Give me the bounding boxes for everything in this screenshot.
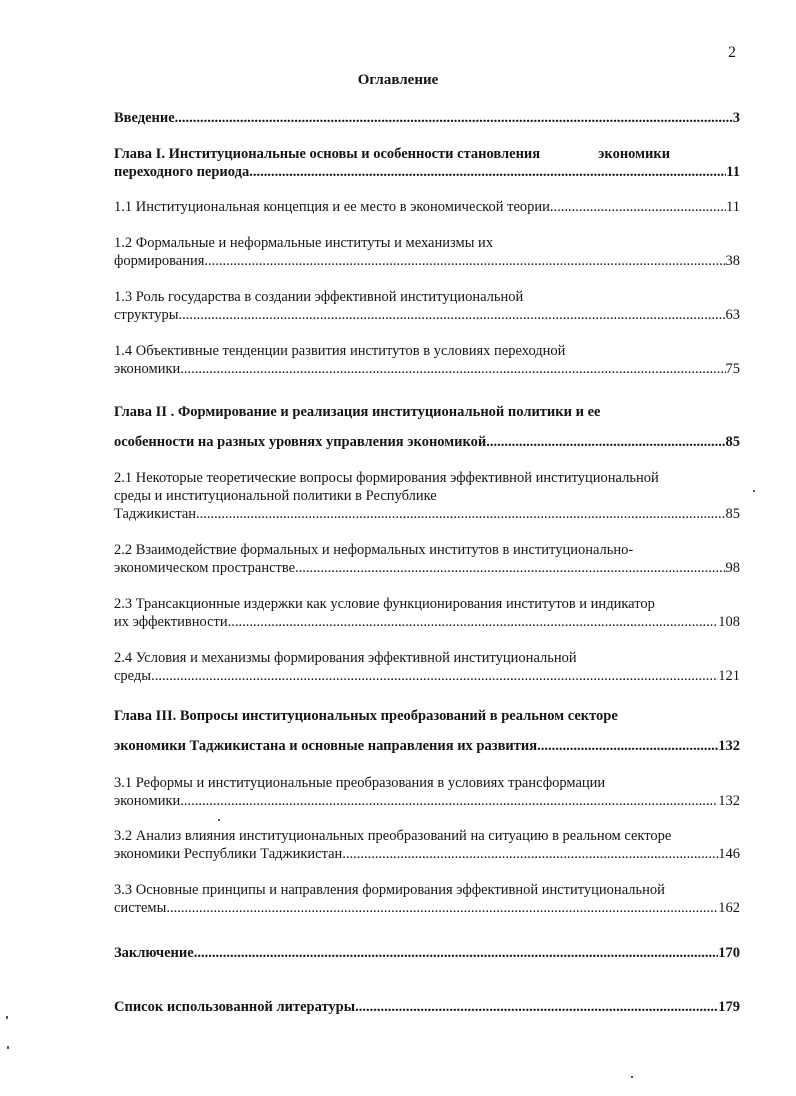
toc-entry-section-1-1 bbox=[114, 198, 740, 216]
toc-page-number: 121 bbox=[718, 668, 740, 684]
toc-page-number: 75 bbox=[725, 361, 740, 377]
toc-entry-text: 1.1 Институциональная концепция и ее место в экономической теории bbox=[114, 199, 550, 215]
toc-entry-section-1-2 bbox=[114, 234, 740, 270]
toc-page-number: 132 bbox=[718, 793, 740, 809]
toc-entry-text: среды bbox=[114, 668, 152, 684]
dot-leader bbox=[175, 109, 733, 127]
toc-entry-section-2-1 bbox=[114, 469, 740, 523]
toc-entry-line: Глава III. Вопросы институциональных преобразований в реальном секторе bbox=[114, 708, 618, 724]
dot-leader bbox=[180, 360, 725, 378]
toc-entry-text: их эффективности bbox=[114, 614, 228, 630]
toc-entry-line: среды и институциональной политики в Республике bbox=[114, 488, 437, 504]
toc-entry-introduction bbox=[114, 109, 740, 127]
toc-entry-text: Таджикистан bbox=[114, 506, 197, 522]
dot-leader bbox=[179, 306, 726, 324]
toc-entry-line: 1.4 Объективные тенденции развития институтов в условиях переходной bbox=[114, 343, 566, 359]
toc-entry-chapter-2 bbox=[114, 397, 740, 457]
toc-entry-section-2-3 bbox=[114, 595, 740, 631]
scan-speck bbox=[6, 1016, 8, 1019]
toc-entry-line: экономики bbox=[598, 146, 671, 162]
toc-entry-text: структуры bbox=[114, 307, 179, 323]
toc-entry-line: 1.2 Формальные и неформальные институты и механизмы их bbox=[114, 235, 494, 251]
toc-page-number: 146 bbox=[718, 846, 740, 862]
toc-page-number: 3 bbox=[732, 110, 740, 126]
toc-page-number: 11 bbox=[726, 164, 740, 180]
toc-entry-line: Глава II . Формирование и реализация институциональной политики и ее bbox=[114, 404, 601, 420]
toc-entry-section-2-4 bbox=[114, 649, 740, 685]
toc-entry-section-2-2 bbox=[114, 541, 740, 577]
dot-leader bbox=[537, 731, 718, 761]
toc-entry-line: Глава I. Институциональные основы и особенности становления bbox=[114, 146, 541, 162]
toc-entry-section-1-4 bbox=[114, 342, 740, 378]
dot-leader bbox=[249, 163, 726, 181]
toc-entry-line: 1.3 Роль государства в создании эффективной институциональной bbox=[114, 289, 524, 305]
toc-entry-text: Заключение bbox=[114, 945, 194, 961]
toc-entry-line: 2.2 Взаимодействие формальных и неформальных институтов в институционально- bbox=[114, 542, 634, 558]
toc-entry-section-3-1 bbox=[114, 774, 740, 810]
dot-leader bbox=[295, 559, 725, 577]
page-number: 2 bbox=[728, 44, 736, 61]
toc-entry-line: 2.4 Условия и механизмы формирования эффективной институциональной bbox=[114, 650, 577, 666]
toc-entry-text: системы bbox=[114, 900, 167, 916]
toc-entry-text: переходного периода bbox=[114, 164, 250, 180]
toc-entry-text: Введение bbox=[114, 110, 175, 126]
toc-page-number: 132 bbox=[718, 738, 740, 754]
toc-page-number: 179 bbox=[718, 999, 740, 1015]
toc-entry-references bbox=[114, 998, 740, 1016]
toc-entry-line: 2.3 Трансакционные издержки как условие функционирования институтов и индикатор bbox=[114, 596, 655, 612]
toc-entry-section-1-3 bbox=[114, 288, 740, 324]
toc-entry-text: особенности на разных уровнях управления экономикой bbox=[114, 434, 487, 450]
dot-leader bbox=[355, 998, 718, 1016]
toc-entry-text: экономическом пространстве bbox=[114, 560, 296, 576]
toc-page-number: 85 bbox=[725, 434, 740, 450]
dot-leader bbox=[194, 944, 719, 962]
dot-leader bbox=[228, 613, 719, 631]
dot-leader bbox=[204, 252, 725, 270]
toc-page-number: 85 bbox=[725, 506, 740, 522]
toc-entry-text: экономики Таджикистана и основные направления их развития bbox=[114, 738, 538, 754]
scan-speck bbox=[7, 1046, 9, 1049]
toc-entry-line: 3.1 Реформы и институциональные преобразования в условиях трансформации bbox=[114, 775, 606, 791]
toc-page-number: 38 bbox=[725, 253, 740, 269]
scan-speck bbox=[218, 819, 220, 821]
scan-speck bbox=[631, 1076, 633, 1078]
toc-page-number: 108 bbox=[718, 614, 740, 630]
toc-entry-chapter-3 bbox=[114, 701, 740, 761]
dot-leader bbox=[180, 792, 718, 810]
dot-leader bbox=[196, 505, 725, 523]
page-title: Оглавление bbox=[357, 72, 439, 88]
toc-entry-text: экономики Республики Таджикистан bbox=[114, 846, 343, 862]
toc-entry-text: Список использованной литературы bbox=[114, 999, 356, 1015]
toc-page-number: 170 bbox=[718, 945, 740, 961]
dot-leader bbox=[342, 845, 718, 863]
dot-leader bbox=[166, 899, 718, 917]
toc-entry-section-3-3 bbox=[114, 881, 740, 917]
toc-page-number: 11 bbox=[726, 199, 740, 215]
toc-entry-line: 2.1 Некоторые теоретические вопросы формирования эффективной институциональной bbox=[114, 470, 659, 486]
scan-speck bbox=[753, 490, 755, 492]
toc-page-number: 63 bbox=[725, 307, 740, 323]
toc-page-number: 162 bbox=[718, 900, 740, 916]
toc-entry-text: экономики bbox=[114, 361, 181, 377]
toc-entry-text: формирования bbox=[114, 253, 205, 269]
toc-entry-line: 3.3 Основные принципы и направления формирования эффективной институциональной bbox=[114, 882, 665, 898]
toc-entry-conclusion bbox=[114, 944, 740, 962]
toc-page-number: 98 bbox=[725, 560, 740, 576]
dot-leader bbox=[550, 198, 726, 216]
toc-entry-line: 3.2 Анализ влияния институциональных преобразований на ситуацию в реальном секторе bbox=[114, 828, 672, 844]
toc-entry-text: экономики bbox=[114, 793, 181, 809]
dot-leader bbox=[486, 427, 725, 457]
toc-entry-chapter-1 bbox=[114, 145, 740, 181]
dot-leader bbox=[151, 667, 718, 685]
toc-entry-section-3-2 bbox=[114, 827, 740, 863]
